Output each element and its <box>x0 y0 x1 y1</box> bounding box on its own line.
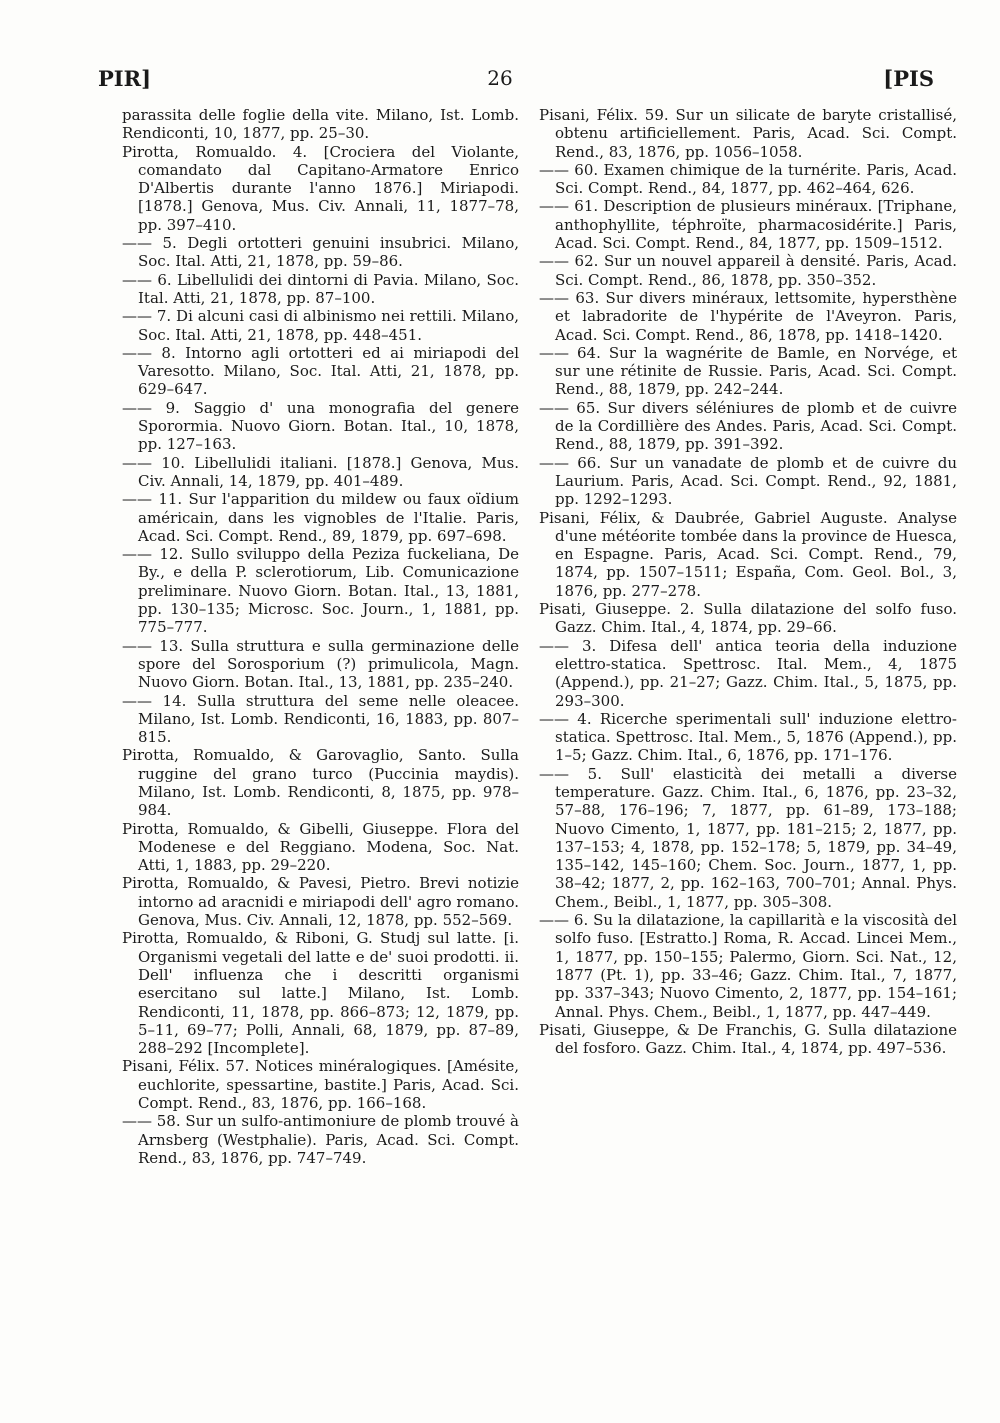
bibliography-entry: —— 63. Sur divers minéraux, lettsomite, hypersthène et labradorite de l'hypérite de l'Aveyron. Paris, Acad. Sci. Compt. Rend., 86, 1878, pp. 1418–1420. <box>539 288 957 344</box>
bibliography-entry: —— 6. Libellulidi dei dintorni di Pavia. Milano, Soc. Ital. Atti, 21, 1878, pp. 87–100. <box>122 270 519 307</box>
bibliography-entry: —— 5. Degli ortotteri genuini insubrici. Milano, Soc. Ital. Atti, 21, 1878, pp. 59–86. <box>122 234 519 271</box>
bibliography-entry: —— 4. Ricerche sperimentali sull' induzione elettro-statica. Spettrosc. Ital. Mem., 5, 1876 (Append.), pp. 1–5; Gazz. Chim. Ital., 6, 1876, pp. 171–176. <box>539 709 957 765</box>
bibliography-entry: —— 3. Difesa dell' antica teoria della induzione elettro-statica. Spettrosc. Ital. Mem., 4, 1875 (Append.), pp. 21–27; Gazz. Chim. Ital., 5, 1875, pp. 293–300. <box>539 636 957 710</box>
bibliography-entry: Pisati, Giuseppe. 2. Sulla dilatazione del solfo fuso. Gazz. Chim. Ital., 4, 1874, pp. 29–66. <box>539 600 957 637</box>
bibliography-entry: —— 5. Sull' elasticità dei metalli a diverse temperature. Gazz. Chim. Ital., 6, 1876, pp. 23–32, 57–88, 176–196; 7, 1877, pp. 61–89, 173–188; Nuovo Cimento, 1, 1877, pp. 181–215; 2, 1877, pp. 137–153; 4, 1878, pp. 152–178; 5, 1879, pp. 34–49, 135–142, 145–160; Chem. Soc. Journ., 1877, 1, pp. 38–42; 1877, 2, pp. 162–163, 700–701; Annal. Phys. Chem., Beibl., 1, 1877, pp. 305–308. <box>539 764 957 911</box>
running-head-left: PIR] <box>98 66 152 91</box>
bibliography-entry: —— 10. Libellulidi italiani. [1878.] Genova, Mus. Civ. Annali, 14, 1879, pp. 401–489. <box>122 453 519 490</box>
bibliography-entry: —— 11. Sur l'apparition du mildew ou faux oïdium américain, dans les vignobles de l'Italie. Paris, Acad. Sci. Compt. Rend., 89, 1879, pp. 697–698. <box>122 490 519 545</box>
bibliography-entry: parassita delle foglie della vite. Milano, Ist. Lomb. Rendiconti, 10, 1877, pp. 25–30. <box>122 106 519 143</box>
bibliography-entry: —— 64. Sur la wagnérite de Bamle, en Norvége, et sur une rétinite de Russie. Paris, Acad. Sci. Compt. Rend., 88, 1879, pp. 242–244. <box>539 343 957 399</box>
bibliography-entry: —— 12. Sullo sviluppo della Peziza fuckeliana, De By., e della P. sclerotiorum, Lib. Comunicazione preliminare. Nuovo Giorn. Botan. Ital., 13, 1881, pp. 130–135; Microsc. Soc. Journ., 1, 1881, pp. 775–777. <box>122 545 519 637</box>
bibliography-entry: —— 62. Sur un nouvel appareil à densité. Paris, Acad. Sci. Compt. Rend., 86, 1878, pp. 350–352. <box>539 252 957 289</box>
bibliography-entry: —— 61. Description de plusieurs minéraux. [Triphane, anthophyllite, téphroïte, pharmacosidérite.] Paris, Acad. Sci. Compt. Rend., 84, 1877, pp. 1509–1512. <box>539 197 957 253</box>
bibliography-entry: Pirotta, Romualdo, & Riboni, G. Studj sul latte. [i. Organismi vegetali del latte e de' suoi prodotti. ii. Dell' influenza che i descritti organismi esercitano sul latte.] Milano, Ist. Lomb. Rendiconti, 11, 1878, pp. 866–873; 12, 1879, pp. 5–11, 69–77; Polli, Annali, 68, 1879, pp. 87–89, 288–292 [Incomplete]. <box>122 929 519 1058</box>
bibliography-entry: Pirotta, Romualdo, & Garovaglio, Santo. Sulla ruggine del grano turco (Puccinia maydis). Milano, Ist. Lomb. Rendiconti, 8, 1875, pp. 978–984. <box>122 746 519 820</box>
bibliography-entry: Pisani, Félix. 57. Notices minéralogiques. [Amésite, euchlorite, spessartine, bastite.] Paris, Acad. Sci. Compt. Rend., 83, 1876, pp. 166–168. <box>122 1057 519 1113</box>
bibliography-entry: —— 8. Intorno agli ortotteri ed ai miriapodi del Varesotto. Milano, Soc. Ital. Atti, 21, 1878, pp. 629–647. <box>122 343 519 399</box>
bibliography-entry: Pirotta, Romualdo, & Pavesi, Pietro. Brevi notizie intorno ad aracnidi e miriapodi dell' agro romano. Genova, Mus. Civ. Annali, 12, 1878, pp. 552–569. <box>122 874 519 930</box>
bibliography-entry: Pisati, Giuseppe, & De Franchis, G. Sulla dilatazione del fosforo. Gazz. Chim. Ital., 4, 1874, pp. 497–536. <box>539 1020 957 1058</box>
bibliography-entry: —— 65. Sur divers séléniures de plomb et de cuivre de la Cordillière des Andes. Paris, Acad. Sci. Compt. Rend., 88, 1879, pp. 391–392. <box>539 398 957 454</box>
bibliography-entry: —— 58. Sur un sulfo-antimoniure de plomb trouvé à Arnsberg (Westphalie). Paris, Acad. Sci. Compt. Rend., 83, 1876, pp. 747–749. <box>122 1112 520 1167</box>
left-column <box>122 106 519 1167</box>
bibliography-entry: —— 9. Saggio d' una monografia del genere Sporormia. Nuovo Giorn. Botan. Ital., 10, 1878, pp. 127–163. <box>122 398 519 454</box>
bibliography-entry: —— 13. Sulla struttura e sulla germinazione delle spore del Sorosporium (?) primulicola, Magn. Nuovo Giorn. Botan. Ital., 13, 1881, pp. 235–240. <box>122 636 519 692</box>
page-number: 26 <box>487 66 513 90</box>
bibliography-entry: —— 66. Sur un vanadate de plomb et de cuivre du Laurium. Paris, Acad. Sci. Compt. Rend., 92, 1881, pp. 1292–1293. <box>539 453 957 509</box>
bibliography-entry: Pisani, Félix, & Daubrée, Gabriel Auguste. Analyse d'une météorite tombée dans la province de Huesca, en Espagne. Paris, Acad. Sci. Compt. Rend., 79, 1874, pp. 1507–1511; España, Com. Geol. Bol., 3, 1876, pp. 277–278. <box>539 508 957 600</box>
bibliography-entry: —— 60. Examen chimique de la turnérite. Paris, Acad. Sci. Compt. Rend., 84, 1877, pp. 462–464, 626. <box>539 160 957 198</box>
bibliography-entry: —— 14. Sulla struttura del seme nelle oleacee. Milano, Ist. Lomb. Rendiconti, 16, 1883, pp. 807–815. <box>122 691 519 747</box>
running-head-right: [PIS <box>883 66 934 91</box>
bibliography-entry: Pirotta, Romualdo, & Gibelli, Giuseppe. Flora del Modenese e del Reggiano. Modena, Soc. Nat. Atti, 1, 1883, pp. 29–220. <box>122 819 519 875</box>
right-column <box>539 106 957 1057</box>
bibliography-entry: Pisani, Félix. 59. Sur un silicate de baryte cristallisé, obtenu artificiellement. Paris, Acad. Sci. Compt. Rend., 83, 1876, pp. 1056–1058. <box>539 106 957 161</box>
bibliography-entry: —— 7. Di alcuni casi di albinismo nei rettili. Milano, Soc. Ital. Atti, 21, 1878, pp. 448–451. <box>122 307 519 344</box>
bibliography-entry: Pirotta, Romualdo. 4. [Crociera del Violante, comandato dal Capitano-Armatore Enrico D'Albertis durante l'anno 1876.] Miriapodi. [1878.] Genova, Mus. Civ. Annali, 11, 1877–78, pp. 397–410. <box>122 142 519 234</box>
bibliography-entry: —— 6. Su la dilatazione, la capillarità e la viscosità del solfo fuso. [Estratto.] Roma, R. Accad. Lincei Mem., 1, 1877, pp. 150–155; Palermo, Giorn. Sci. Nat., 12, 1877 (Pt. 1), pp. 33–46; Gazz. Chim. Ital., 7, 1877, pp. 337–343; Nuovo Cimento, 2, 1877, pp. 154–161; Annal. Phys. Chem., Beibl., 1, 1877, pp. 447–449. <box>539 911 957 1021</box>
